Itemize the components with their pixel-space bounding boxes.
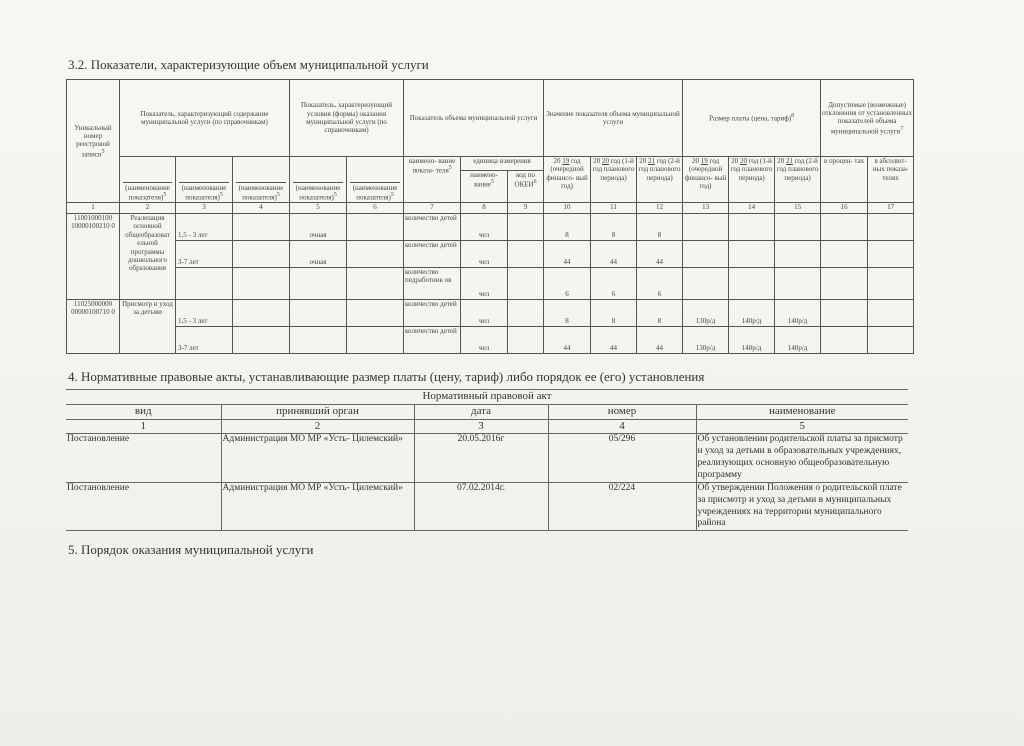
empty-cell <box>233 214 290 241</box>
price-year-2 <box>729 241 775 268</box>
table-row <box>67 214 914 241</box>
indicator-name: количество детей <box>404 241 461 268</box>
col-num: 1 <box>66 419 221 434</box>
price-year-2 <box>729 268 775 300</box>
section-5-title: 5. Порядок оказания муниципальной услуги <box>68 542 314 557</box>
empty-cell <box>347 268 404 300</box>
value-year-1: 6 <box>544 268 591 300</box>
empty-cell <box>868 300 914 327</box>
col-num: 16 <box>821 203 868 214</box>
value-year-1: 8 <box>544 214 591 241</box>
value-year-3: 44 <box>637 327 683 354</box>
price-year-3 <box>775 268 821 300</box>
header-volume-indicator: Показатель объема муниципальной услуги <box>404 80 544 157</box>
unit-name: чел <box>461 300 508 327</box>
unit-name: чел <box>461 241 508 268</box>
header-deviation: Допустимые (возможные) отклонения от установленных показателей объема муниципальной услуги$^7$ <box>821 80 914 157</box>
col-num: 10 <box>544 203 591 214</box>
price-year-3: 140р/д <box>775 300 821 327</box>
section-4-title: 4. Нормативные правовые акты, устанавливающие размер платы (цену, тариф) либо порядок ее (его) установления <box>68 369 705 384</box>
col-num: 4 <box>548 419 696 434</box>
act-title: Об утверждении Положения о родительской плате за присмотр и уход за детьми в муниципальных учреждениях на территории муниципального района <box>696 482 908 531</box>
empty-cell <box>868 327 914 354</box>
col-num: 4 <box>233 203 290 214</box>
subheader-year-3: 20 21 год (2-й год планового периода) <box>637 157 683 203</box>
value-year-3: 6 <box>637 268 683 300</box>
indicator-name: количество детей <box>404 300 461 327</box>
col-num: 6 <box>347 203 404 214</box>
price-year-1: 130р/д <box>683 327 729 354</box>
col-num: 7 <box>404 203 461 214</box>
form <box>290 327 347 354</box>
table-row <box>67 268 914 300</box>
col-num: 5 <box>696 419 908 434</box>
price-year-3: 140р/д <box>775 327 821 354</box>
column-numbers-row <box>67 203 914 214</box>
table-row <box>67 241 914 268</box>
empty-cell <box>347 241 404 268</box>
age-group: 1,5 - 3 лет <box>176 214 233 241</box>
price-year-1: 130р/д <box>683 300 729 327</box>
volume-indicators-table <box>66 79 914 354</box>
header-condition-indicator: Показатель, характеризующий условия (формы) оказания муниципальной услуги (по справочникам) <box>290 80 404 157</box>
col-num: 1 <box>67 203 120 214</box>
col-number: номер <box>548 404 696 419</box>
act-number: 02/224 <box>548 482 696 531</box>
col-num: 5 <box>290 203 347 214</box>
col-date: дата <box>414 404 548 419</box>
col-num: 2 <box>221 419 414 434</box>
price-year-3 <box>775 214 821 241</box>
col-num: 9 <box>508 203 544 214</box>
subheader-naim-4: (наименование показателя)$^5$ <box>290 157 347 203</box>
value-year-3: 8 <box>637 214 683 241</box>
price-year-3 <box>775 241 821 268</box>
act-number: 05/296 <box>548 434 696 483</box>
table-row <box>66 434 908 483</box>
empty-cell <box>508 241 544 268</box>
empty-cell <box>868 268 914 300</box>
table-row <box>67 327 914 354</box>
subheader-naim-3: (наименование показателя)$^5$ <box>233 157 290 203</box>
subheader-naim-1: (наименование показателя)$^5$ <box>120 157 176 203</box>
act-kind: Постановление <box>66 482 221 531</box>
empty-cell <box>821 241 868 268</box>
act-date: 20.05.2016г <box>414 434 548 483</box>
indicator-name: количество педработник ов <box>404 268 461 300</box>
subheader-naim-2: (наименование показателя)$^5$ <box>176 157 233 203</box>
act-kind: Постановление <box>66 434 221 483</box>
value-year-2: 6 <box>591 268 637 300</box>
indicator-name: количество детей <box>404 214 461 241</box>
subheader-year-1: 20 19 год (очередной финансо- вый год) <box>544 157 591 203</box>
form <box>290 268 347 300</box>
unit-name: чел <box>461 268 508 300</box>
empty-cell <box>508 268 544 300</box>
table-row <box>67 300 914 327</box>
act-date: 07.02.2014г. <box>414 482 548 531</box>
service-name: Присмотр и уход за детьми <box>120 300 176 354</box>
age-group <box>176 268 233 300</box>
age-group: 3-7 лет <box>176 241 233 268</box>
price-year-2 <box>729 214 775 241</box>
value-year-3: 8 <box>637 300 683 327</box>
form: очная <box>290 214 347 241</box>
header-price: Размер платы (цена, тариф)$^8$ <box>683 80 821 157</box>
empty-cell <box>233 300 290 327</box>
subheader-year-2: 20 20 год (1-й год планового периода) <box>591 157 637 203</box>
empty-cell <box>347 300 404 327</box>
col-num: 17 <box>868 203 914 214</box>
act-organ: Администрация МО МР «Усть- Цилемский» <box>221 482 414 531</box>
subheader-unit-name: наимено- вание$^5$ <box>461 171 508 203</box>
empty-cell <box>868 241 914 268</box>
col-num: 15 <box>775 203 821 214</box>
value-year-1: 44 <box>544 241 591 268</box>
price-year-1 <box>683 214 729 241</box>
empty-cell <box>347 214 404 241</box>
empty-cell <box>233 327 290 354</box>
header-volume-value: Значение показателя объема муниципальной услуги <box>544 80 683 157</box>
price-year-2: 140р/д <box>729 300 775 327</box>
empty-cell <box>233 241 290 268</box>
header-content-indicator: Показатель, характеризующий содержание муниципальной услуги (по справочникам) <box>120 80 290 157</box>
col-num: 2 <box>120 203 176 214</box>
registry-number: 11001000100 10000100210 0 <box>67 214 120 300</box>
registry-number: 11025000000 00000100710 0 <box>67 300 120 354</box>
empty-cell <box>821 214 868 241</box>
header-unique-number: Уникальный номер реестровой записи$^5$ <box>67 80 120 203</box>
form: очная <box>290 241 347 268</box>
section-3-2-title: 3.2. Показатели, характеризующие объем муниципальной услуги <box>68 57 429 72</box>
col-title: наименование <box>696 404 908 419</box>
col-kind: вид <box>66 404 221 419</box>
subheader-price-year-2: 20 20 год (1-й год планового периода) <box>729 157 775 203</box>
col-num: 14 <box>729 203 775 214</box>
value-year-1: 8 <box>544 300 591 327</box>
act-title: Об установлении родительской платы за присмотр и уход за детьми в образовательных учреждениях, реализующих основную общеобразовательную программу <box>696 434 908 483</box>
empty-cell <box>233 268 290 300</box>
col-num: 12 <box>637 203 683 214</box>
table-row <box>66 482 908 531</box>
age-group: 3-7 лет <box>176 327 233 354</box>
age-group: 1,5 - 3 лет <box>176 300 233 327</box>
empty-cell <box>508 327 544 354</box>
col-num: 13 <box>683 203 729 214</box>
subheader-price-year-1: 20 19 год (очередной финансо- вый год) <box>683 157 729 203</box>
price-year-1 <box>683 268 729 300</box>
value-year-3: 44 <box>637 241 683 268</box>
col-organ: принявший орган <box>221 404 414 419</box>
empty-cell <box>347 327 404 354</box>
price-year-2: 140р/д <box>729 327 775 354</box>
unit-name: чел <box>461 327 508 354</box>
empty-cell <box>868 214 914 241</box>
form <box>290 300 347 327</box>
value-year-2: 44 <box>591 241 637 268</box>
value-year-1: 44 <box>544 327 591 354</box>
legal-act-caption: Нормативный правовой акт <box>66 390 908 405</box>
empty-cell <box>821 268 868 300</box>
col-num: 11 <box>591 203 637 214</box>
empty-cell <box>821 327 868 354</box>
col-num: 3 <box>176 203 233 214</box>
subheader-unit: единица измерения <box>461 157 544 171</box>
empty-cell <box>821 300 868 327</box>
empty-cell <box>508 214 544 241</box>
value-year-2: 44 <box>591 327 637 354</box>
service-name: Реализация основной общеобразоват ельной программы дошкольного образования <box>120 214 176 300</box>
subheader-deviation-pct: в процен- тах <box>821 157 868 203</box>
price-year-1 <box>683 241 729 268</box>
col-num: 8 <box>461 203 508 214</box>
legal-acts-table <box>66 389 908 531</box>
subheader-price-year-3: 20 21 год (2-й год планового периода) <box>775 157 821 203</box>
empty-cell <box>508 300 544 327</box>
subheader-indicator-name: наимено- вание показа- теля$^5$ <box>404 157 461 203</box>
col-num: 3 <box>414 419 548 434</box>
unit-name: чел <box>461 214 508 241</box>
subheader-naim-5: (наименование показателя)$^5$ <box>347 157 404 203</box>
subheader-deviation-abs: в абсолют- ных показа- телях <box>868 157 914 203</box>
value-year-2: 8 <box>591 300 637 327</box>
value-year-2: 8 <box>591 214 637 241</box>
act-organ: Администрация МО МР «Усть- Цилемский» <box>221 434 414 483</box>
indicator-name: количество детей <box>404 327 461 354</box>
subheader-unit-code: код по ОКЕИ$^6$ <box>508 171 544 203</box>
